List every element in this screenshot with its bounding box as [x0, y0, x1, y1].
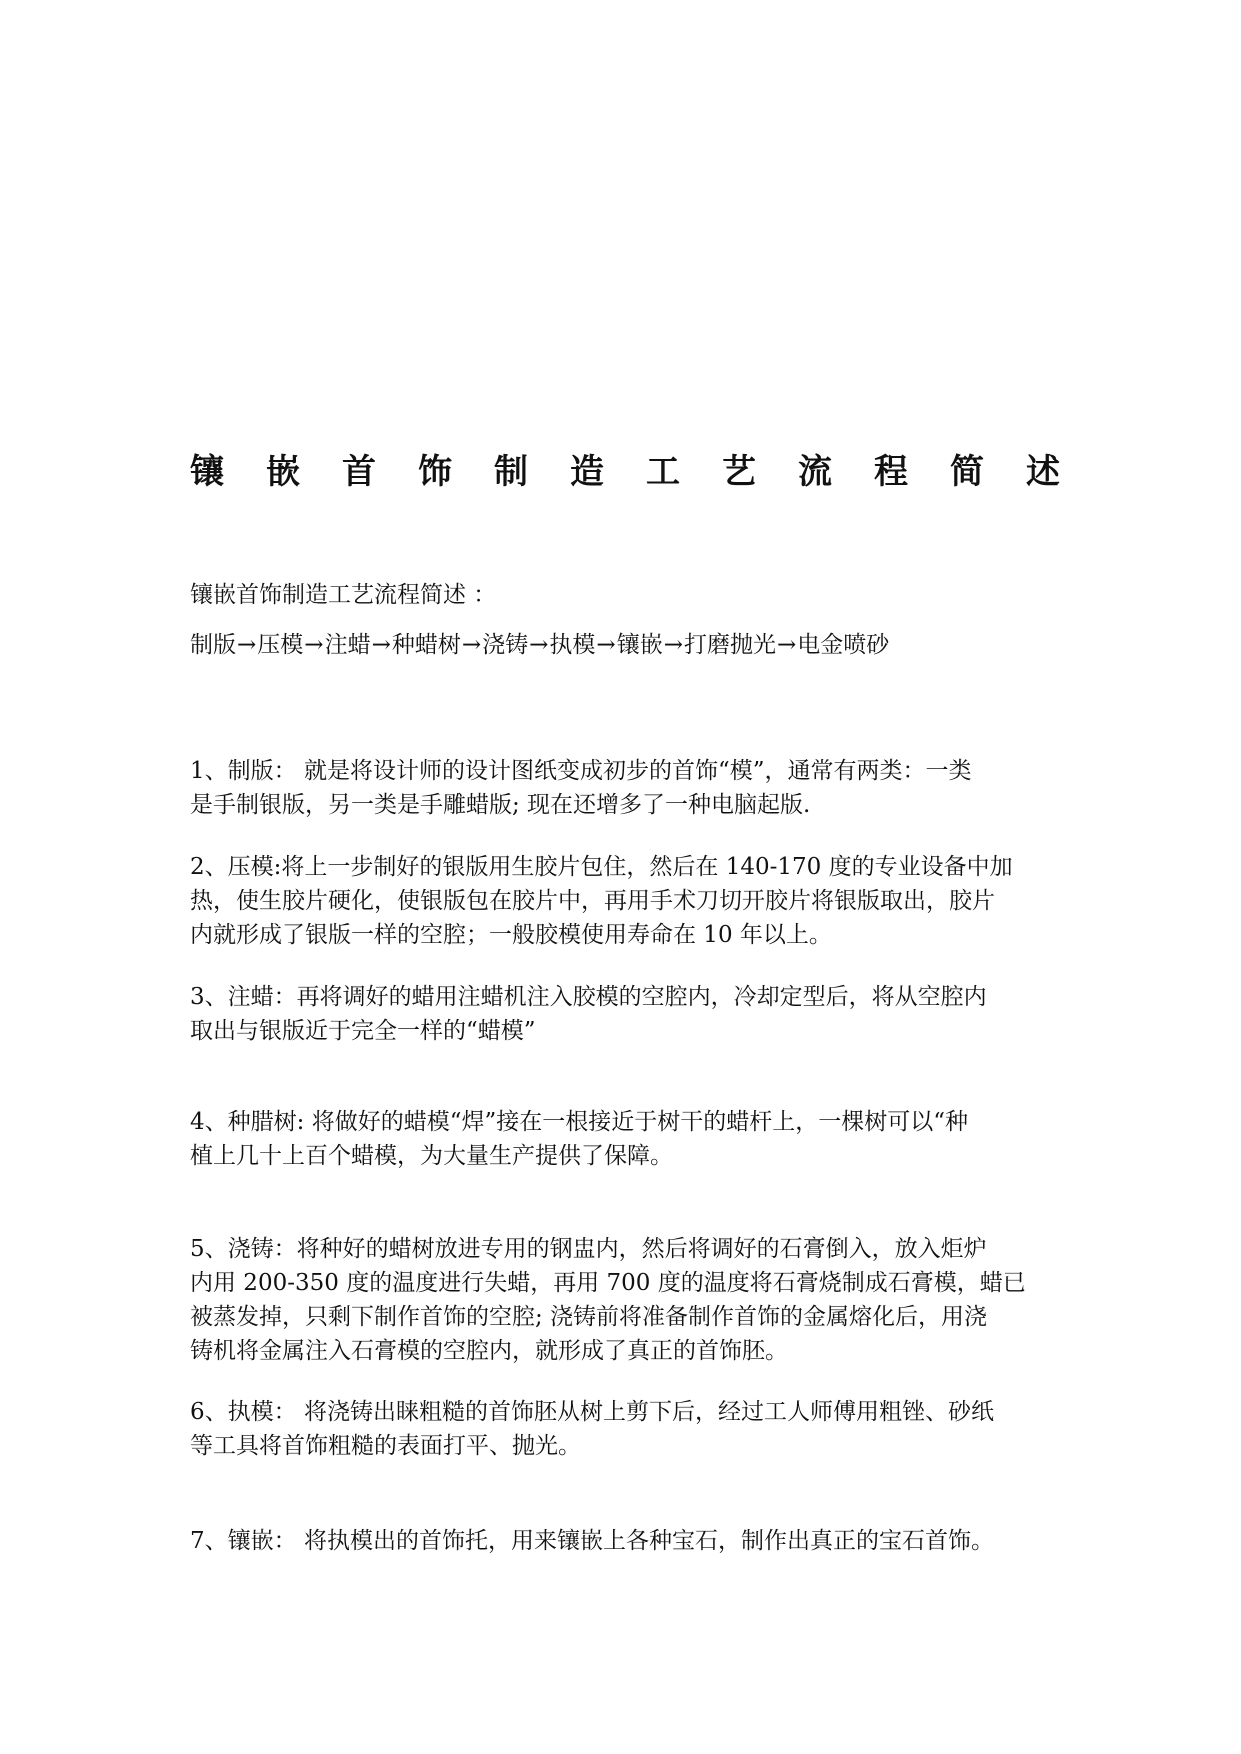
flow-arrow: →	[596, 632, 616, 658]
section-5-casting	[190, 1232, 1070, 1368]
document-title	[190, 452, 1060, 492]
flow-arrow: →	[529, 632, 549, 658]
title-char: 述	[1026, 452, 1060, 492]
title-char: 嵌	[266, 452, 300, 492]
title-char: 首	[342, 452, 376, 492]
paragraph-line: 铸机将金属注入石膏模的空腔内，就形成了真正的首饰胚。	[190, 1338, 788, 1364]
paragraph-line: 热，使生胶片硬化，使银版包在胶片中，再用手术刀切开胶片将银版取出，胶片	[190, 888, 995, 914]
flow-arrow: →	[237, 632, 257, 658]
flow-arrow: →	[776, 632, 797, 658]
subtitle: 镶嵌首饰制造工艺流程简述 ：	[190, 582, 497, 608]
paragraph-line: 植上几十上百个蜡模，为大量生产提供了保障。	[190, 1143, 673, 1169]
section-1-plate-making	[190, 754, 1070, 822]
flow-arrow: →	[304, 632, 324, 658]
section-2-mold-pressing	[190, 850, 1070, 952]
title-char: 制	[494, 452, 528, 492]
flow-arrow: →	[461, 632, 482, 658]
section-4-wax-tree	[190, 1105, 1070, 1173]
paragraph-line: 3、注蜡：再将调好的蜡用注蜡机注入胶模的空腔内，冷却定型后，将从空腔内	[190, 984, 987, 1010]
section-7-stone-setting	[190, 1524, 1070, 1558]
paragraph-line: 取出与银版近于完全一样的“蜡模”	[190, 1018, 536, 1044]
section-6-finishing	[190, 1395, 1070, 1463]
paragraph-line: 1、制版： 就是将设计师的设计图纸变成初步的首饰“模”，通常有两类：一类	[190, 758, 972, 784]
paragraph-line: 5、浇铸：将种好的蜡树放进专用的钢盅内，然后将调好的石膏倒入，放入炬炉	[190, 1236, 987, 1262]
paragraph-line: 内就形成了银版一样的空腔；一般胶模使用寿命在 10 年以上。	[190, 922, 832, 948]
title-char: 流	[798, 452, 832, 492]
paragraph-line: 2、压模:将上一步制好的银版用生胶片包住，然后在 140-170 度的专业设备中加	[190, 854, 1013, 880]
flow-step: 电金喷砂	[797, 632, 890, 658]
paragraph-line: 是手制银版，另一类是手雕蜡版; 现在还增多了一种电脑起版.	[190, 792, 811, 818]
flow-step: 执模	[549, 632, 596, 658]
paragraph-line: 6、执模： 将浇铸出睐粗糙的首饰胚从树上剪下后，经过工人师傅用粗锉、砂纸	[190, 1399, 994, 1425]
title-char: 艺	[722, 452, 756, 492]
paragraph-line: 4、种腊树: 将做好的蜡模“焊”接在一根接近于树干的蜡杆上，一棵树可以“种	[190, 1109, 968, 1135]
paragraph-line: 内用 200-350 度的温度进行失蜡，再用 700 度的温度将石膏烧制成石膏模，蜡已	[190, 1270, 1026, 1296]
paragraph-line: 被蒸发掉，只剩下制作首饰的空腔; 浇铸前将准备制作首饰的金属熔化后，用浇	[190, 1304, 988, 1330]
flow-step: 浇铸	[482, 632, 529, 658]
flow-step: 镶嵌	[616, 632, 663, 658]
title-char: 程	[874, 452, 908, 492]
title-char: 简	[950, 452, 984, 492]
process-flow	[190, 628, 1070, 662]
flow-step: 制版	[190, 632, 236, 658]
title-char: 镶	[190, 452, 224, 492]
paragraph-line: 等工具将首饰粗糙的表面打平、抛光。	[190, 1433, 581, 1459]
paragraph-line: 7、镶嵌： 将执模出的首饰托，用来镶嵌上各种宝石，制作出真正的宝石首饰。	[190, 1528, 994, 1554]
title-char: 饰	[418, 452, 452, 492]
flow-arrow: →	[663, 632, 683, 658]
title-char: 工	[646, 452, 680, 492]
flow-step: 压模	[257, 632, 304, 658]
title-char: 造	[570, 452, 604, 492]
flow-step: 注蜡	[324, 632, 371, 658]
section-3-wax-injection	[190, 980, 1070, 1048]
flow-step: 打磨抛光	[683, 632, 776, 658]
flow-step: 种蜡树	[391, 632, 461, 658]
flow-arrow: →	[371, 632, 391, 658]
